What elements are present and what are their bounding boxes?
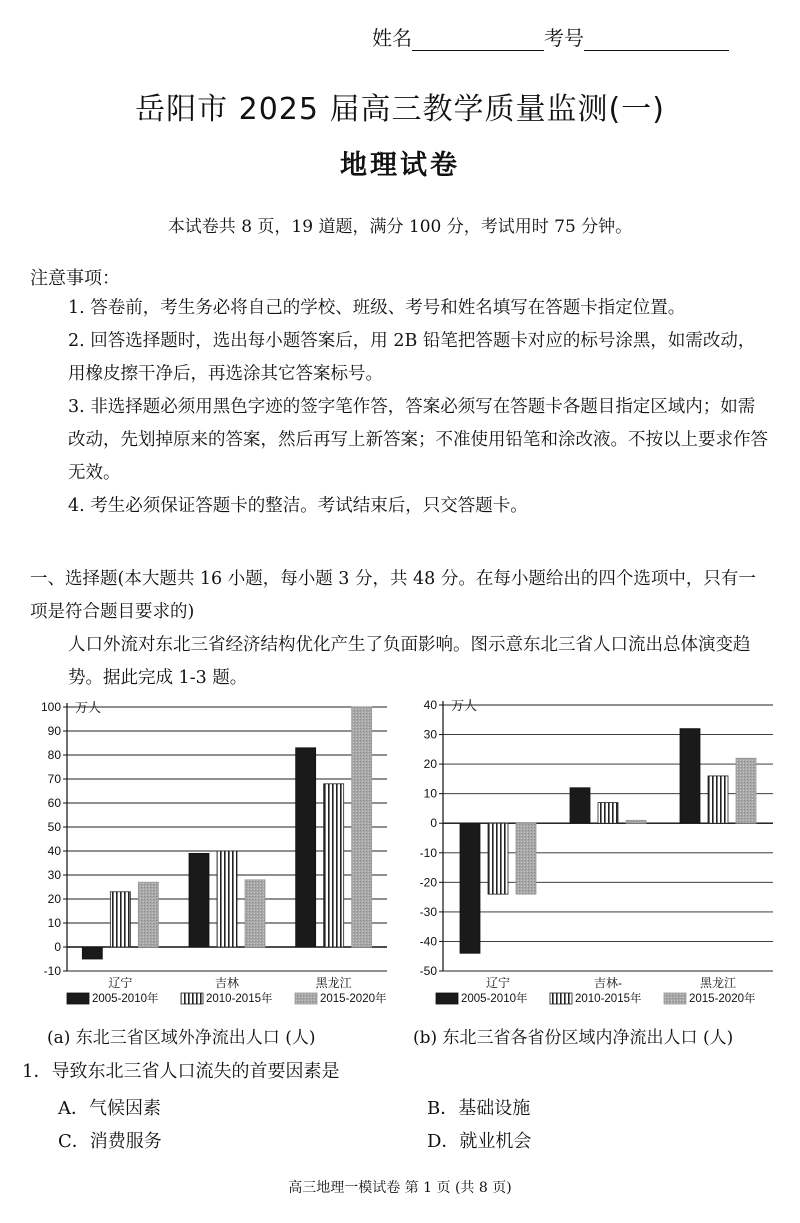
exam-intro: 本试卷共 8 页，19 道题，满分 100 分，考试用时 75 分钟。 [167,217,633,237]
legend-swatch [295,993,317,1004]
bar-黑龙江-2005-2010年 [296,748,316,947]
candidate-info [372,22,729,51]
chart-b-caption: (b) 东北三省各省份区域内净流出人口 (人) [413,1028,734,1048]
y-tick-label: -10 [419,845,437,860]
y-tick-label: 40 [47,844,61,858]
legend-swatch [664,993,686,1004]
y-tick-label: 0 [54,940,61,954]
option-b[interactable]: B．基础设施 [427,1098,531,1119]
name-label: 姓名 [372,26,412,50]
bar-黑龙江-2015-2020年 [736,758,756,823]
bar-辽宁-2015-2020年 [138,882,158,947]
chart-a [41,700,387,1005]
bar-吉林--2010-2015年 [598,803,618,824]
bar-辽宁-2005-2010年 [460,823,480,953]
legend-label: 2005-2010年 [92,993,159,1005]
chart-a-caption: (a) 东北三省区域外净流出人口 (人) [47,1028,316,1048]
y-tick-label: -30 [419,904,437,919]
bar-黑龙江-2010-2015年 [324,784,344,947]
option-a[interactable]: A．气候因素 [58,1098,161,1119]
y-tick-label: 20 [423,757,437,772]
category-label: 黑龙江 [699,976,737,990]
notice-item-3: 3. 非选择题必须用黑色字迹的签字笔作答，答案必须写在答题卡各题目指定区域内；如需改动，先划掉原来的答案，然后再写上新答案；不准使用铅笔和涂改液。不按以上要求作答无效。 [68,397,768,483]
category-label: 吉林 [214,976,240,990]
section-desc: (本大题共 16 小题，每小题 3 分，共 48 分。在每小题给出的四个选项中，只有一项是符合题目要求的) [30,569,756,622]
option-d[interactable]: D．就业机会 [427,1131,532,1152]
page-footer: 高三地理一模试卷 第 1 页 (共 8 页) [288,1180,512,1196]
bar-吉林-2015-2020年 [245,880,265,947]
section-heading: 一、选择题 [30,569,118,589]
legend-label: 2015-2020年 [320,993,387,1005]
y-tick-label: -10 [43,964,61,978]
legend-label: 2010-2015年 [575,993,642,1005]
y-tick-label: 60 [47,796,61,810]
name-blank[interactable] [412,30,544,51]
bar-黑龙江-2015-2020年 [352,707,372,947]
bar-黑龙江-2005-2010年 [680,729,700,824]
notice-title: 注意事项： [30,268,120,289]
y-tick-label: 80 [47,748,61,762]
notice-item-4: 4. 考生必须保证答题卡的整洁。考试结束后，只交答题卡。 [68,496,528,516]
bar-辽宁-2005-2010年 [82,947,102,959]
exam-no-blank[interactable] [584,30,729,51]
notice-item-1: 1. 答卷前，考生务必将自己的学校、班级、考号和姓名填写在答题卡指定位置。 [68,298,686,318]
y-tick-label: 30 [47,868,61,882]
bar-辽宁-2010-2015年 [488,823,508,894]
legend-label: 2015-2020年 [689,993,756,1005]
bar-吉林--2005-2010年 [570,788,590,823]
y-tick-label: 50 [47,820,61,834]
y-tick-label: 10 [423,786,437,801]
y-tick-label: 30 [423,727,437,742]
legend-swatch [436,993,458,1004]
charts [0,695,800,1025]
category-label: 辽宁 [108,976,133,990]
y-tick-label: 40 [423,698,437,712]
bar-黑龙江-2010-2015年 [708,776,728,823]
chart-b [420,698,773,1005]
section-passage: 人口外流对东北三省经济结构优化产生了负面影响。图示意东北三省人口流出总体演变趋势。据此完成 1-3 题。 [68,635,751,688]
option-c[interactable]: C．消费服务 [58,1131,162,1152]
legend-label: 2005-2010年 [461,993,528,1005]
legend-swatch [550,993,572,1004]
y-tick-label: 90 [47,724,61,738]
y-tick-label: -20 [419,875,437,890]
y-tick-label: -50 [419,964,437,978]
question-stem: 1．导致东北三省人口流失的首要因素是 [22,1061,340,1082]
unit-label: 万人 [451,698,478,713]
bar-辽宁-2010-2015年 [110,892,130,947]
bar-吉林-2005-2010年 [189,853,209,947]
category-label: 辽宁 [485,976,511,990]
bar-辽宁-2015-2020年 [516,823,536,894]
exam-no-label: 考号 [544,26,584,50]
legend-swatch [181,993,203,1004]
y-tick-label: 70 [47,772,61,786]
section-one [30,563,770,695]
category-label: 黑龙江 [315,976,352,990]
exam-title: 岳阳市 2025 届高三教学质量监测(一) [135,92,665,127]
y-tick-label: 0 [430,816,437,831]
notice-item-2: 2. 回答选择题时，选出每小题答案后，用 2B 铅笔把答题卡对应的标号涂黑，如需改动，用橡皮擦干净后，再选涂其它答案标号。 [68,331,756,384]
exam-subtitle: 地理试卷 [340,150,460,181]
legend-swatch [67,993,89,1004]
bar-吉林--2015-2020年 [626,820,646,823]
unit-label: 万人 [75,700,102,715]
y-tick-label: 100 [40,700,61,714]
y-tick-label: -40 [419,934,437,949]
bar-吉林-2010-2015年 [217,851,237,947]
category-label: 吉林- [594,976,622,990]
legend-label: 2010-2015年 [206,993,273,1005]
y-tick-label: 10 [47,916,61,930]
y-tick-label: 20 [47,892,61,906]
